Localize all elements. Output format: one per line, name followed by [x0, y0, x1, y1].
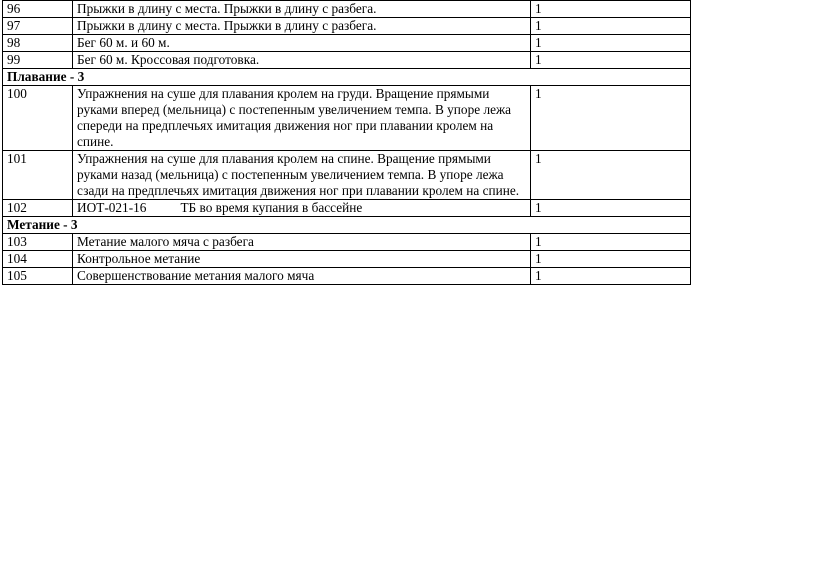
lesson-number: 101 — [3, 151, 73, 200]
lesson-topic-cell — [73, 200, 531, 217]
lesson-hours: 1 — [531, 86, 691, 151]
lesson-hours: 1 — [531, 200, 691, 217]
lesson-number: 99 — [3, 52, 73, 69]
lesson-topic: Совершенствование метания малого мяча — [73, 268, 531, 285]
lesson-hours: 1 — [531, 1, 691, 18]
lesson-number: 96 — [3, 1, 73, 18]
table-row — [3, 52, 691, 69]
lesson-topic: Контрольное метание — [73, 251, 531, 268]
lesson-plan-table — [2, 0, 691, 285]
table-row — [3, 251, 691, 268]
lesson-hours: 1 — [531, 52, 691, 69]
lesson-topic: Упражнения на суше для плавания кролем на груди. Вращение прямыми руками вперед (мельница) с постепенным увеличением темпа. В упоре лежа спереди на предплечьях имитация движения ног при плавании кролем на спине. — [73, 86, 531, 151]
lesson-topic: Бег 60 м. Кроссовая подготовка. — [73, 52, 531, 69]
section-heading: Плавание - 3 — [3, 69, 691, 86]
lesson-topic: Прыжки в длину с места. Прыжки в длину с разбега. — [73, 1, 531, 18]
lesson-number: 98 — [3, 35, 73, 52]
table-row — [3, 35, 691, 52]
table-row — [3, 234, 691, 251]
section-row-throwing — [3, 217, 691, 234]
lesson-number: 100 — [3, 86, 73, 151]
section-heading: Метание - 3 — [3, 217, 691, 234]
table-row — [3, 18, 691, 35]
lesson-hours: 1 — [531, 151, 691, 200]
lesson-hours: 1 — [531, 35, 691, 52]
lesson-hours: 1 — [531, 18, 691, 35]
section-row-swimming — [3, 69, 691, 86]
table-row — [3, 1, 691, 18]
lesson-hours: 1 — [531, 234, 691, 251]
table-row — [3, 268, 691, 285]
lesson-topic: Бег 60 м. и 60 м. — [73, 35, 531, 52]
lesson-number: 103 — [3, 234, 73, 251]
lesson-number: 102 — [3, 200, 73, 217]
lesson-topic: Метание малого мяча с разбега — [73, 234, 531, 251]
lesson-topic: Упражнения на суше для плавания кролем на спине. Вращение прямыми руками назад (мельница) с постепенным увеличением темпа. В упоре лежа сзади на предплечьях имитация движения ног при плавании кролем на спине. — [73, 151, 531, 200]
lesson-topic: ТБ во время купания в бассейне — [180, 200, 363, 215]
lesson-hours: 1 — [531, 251, 691, 268]
table-row — [3, 86, 691, 151]
lesson-hours: 1 — [531, 268, 691, 285]
lesson-topic: Прыжки в длину с места. Прыжки в длину с разбега. — [73, 18, 531, 35]
lesson-number: 104 — [3, 251, 73, 268]
lesson-number: 97 — [3, 18, 73, 35]
instruction-code: ИОТ-021-16 — [77, 200, 147, 215]
table-row — [3, 200, 691, 217]
lesson-number: 105 — [3, 268, 73, 285]
table-row — [3, 151, 691, 200]
